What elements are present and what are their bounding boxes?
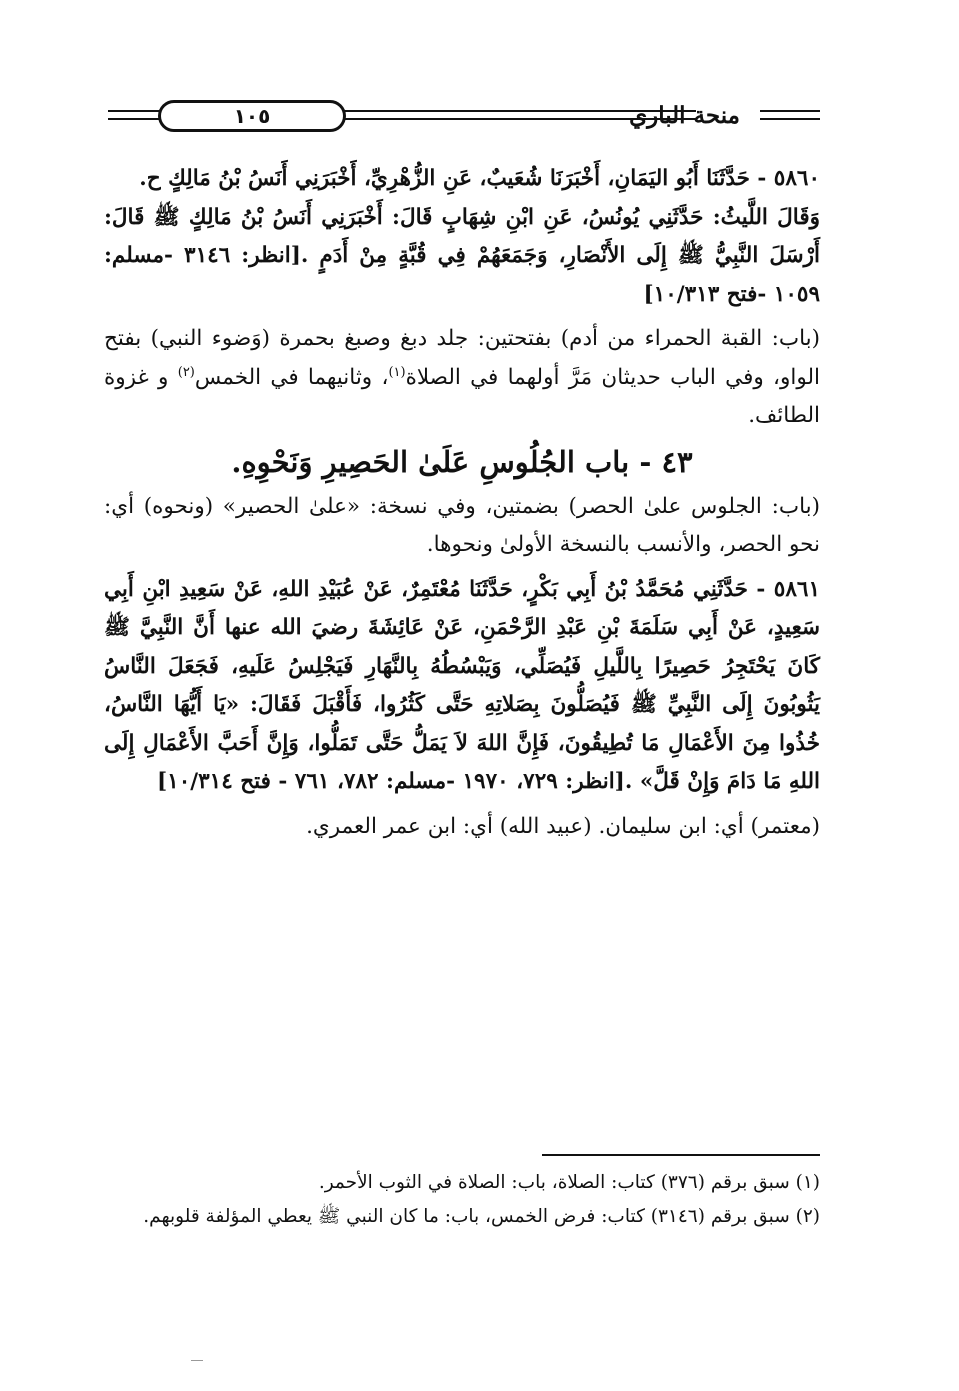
hadith-5860-text: وَقَالَ اللَّيثُ: حَدَّثَنِي يُونُسُ، عَنِ ابْنِ شِهَابٍ قَالَ: أَخْبَرَنِي أَنَسُ بْنُ مَالِكٍ ﷺ قَالَ: أَرْسَلَ النَّبِيُّ ﷺ إِلَى الأَنْصَارِ، وَجَمَعَهُمْ فِي قُبَّةٍ مِنْ أَدَمٍ .[انظر: ٣١٤٦ -مسلم: ١٠٥٩ -فتح ١٠/٣١٣] — [104, 204, 821, 307]
header-rule-left-top — [108, 110, 160, 112]
header-rule-left-bottom — [108, 118, 160, 120]
footnote-2: (٢) سبق برقم (٣١٤٦) كتاب: فرض الخمس، باب: ما كان النبي ﷺ يعطي المؤلفة قلوبهم. — [143, 1206, 820, 1227]
commentary-1-part3: و غزوة الطائف. — [104, 364, 820, 428]
commentary-1-part2: ، وثانيهما في الخمس — [194, 364, 389, 390]
hadith-5861: ٥٨٦١ - حَدَّثَنِي مُحَمَّدُ بْنُ أَبِي بَكْرٍ، حَدَّثَنَا مُعْتَمِرٌ، عَنْ عُبَيْدِ اللهِ، عَنْ سَعِيدِ ابْنِ أَبِي سَعِيدٍ، عَنْ أَبِي سَلَمَةَ بْنِ عَبْدِ الرَّحْمَنِ، عَنْ عَائِشَةَ رضيَ الله عنها أَنَّ النَّبِيَّ ﷺ كَانَ يَحْتَجِرُ حَصِيرًا بِاللَّيلِ فَيُصَلِّي، وَيَبْسُطُهُ بِالنَّهَارِ فَيَجْلِسُ عَلَيهِ، فَجَعَلَ النَّاسُ يَثُوبُونَ إِلَى النَّبِيِّ ﷺ فَيُصَلُّونَ بِصَلاتِهِ حَتَّى كَثُرُوا، فَأَقْبَلَ فَقَالَ: «يَا أَيُّهَا النَّاسُ، خُذُوا مِنَ الأَعْمَالِ مَا تُطِيقُونَ، فَإِنَّ اللهَ لاَ يَمَلُّ حَتَّى تَمَلُّوا، وَإِنَّ أَحَبَّ الأَعْمَالِ إِلَى اللهِ مَا دَامَ وَإِنْ قَلَّ» .[انظر: ٧٢٩، ١٩٧٠ -مسلم: ٧٨٢، ٧٦١ - فتح ١٠/٣١٤] — [104, 576, 820, 794]
hadith-5860-isnad: ٥٨٦٠ - حَدَّثَنَا أَبُو اليَمَانِ، أَخْبَرَنَا شُعَيبٌ، عَنِ الزُّهْرِيِّ، أَخْبَرَنِي أَنَسُ بْنُ مَالِكٍ ح. — [139, 166, 820, 191]
chapter-heading: ٤٣ - باب الجُلُوسِ عَلَىٰ الحَصِيرِ وَنَحْوِهِ. — [231, 444, 693, 479]
commentary-1-part1: (باب: القبة الحمراء من أدم) بفتحتين: جلد دبغ وصبغ بحمرة (وَضوء النبي) بفتح الواو، وفي الباب حديثان مَرَّ أولهما في الصلاة — [104, 326, 820, 390]
book-title: منحة الباري — [629, 102, 740, 129]
footnote-1: (١) سبق برقم (٣٧٦) كتاب: الصلاة، باب: الصلاة في الثوب الأحمر. — [318, 1172, 820, 1193]
page-number: ١٠٥ — [233, 104, 271, 128]
footnote-ref-2: (٢) — [177, 364, 195, 380]
footnote-separator — [542, 1154, 820, 1156]
footnote-ref-1: (١) — [388, 364, 406, 380]
header-rule-right-bottom — [760, 118, 820, 120]
commentary-narrators: (معتمر) أي: ابن سليمان. (عبيد الله) أي: ابن عمر العمري. — [306, 813, 820, 839]
commentary-red-dome — [104, 320, 820, 436]
main-text — [104, 160, 820, 846]
header-rule-right-top — [760, 110, 820, 112]
scan-mark — [191, 1360, 203, 1361]
page-header — [108, 96, 820, 142]
footnotes — [104, 1166, 820, 1234]
page-number-badge — [158, 100, 346, 132]
commentary-sitting-on-mat: (باب: الجلوس علىٰ الحصر) بضمتين، وفي نسخة: «علىٰ الحصير» (ونحوه) أي: نحو الحصر، والأنسب بالنسخة الأولىٰ ونحوها. — [104, 493, 820, 557]
